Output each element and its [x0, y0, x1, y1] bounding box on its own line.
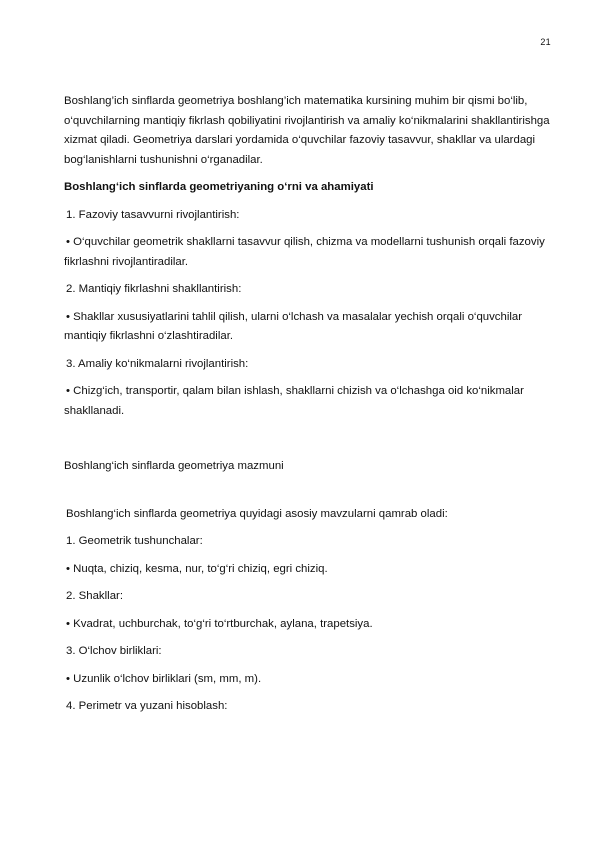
bullet-item: • Uzunlik o‘lchov birliklari (sm, mm, m). — [66, 672, 262, 685]
bullet-item: • Kvadrat, uchburchak, to‘g‘ri to‘rtburchak, aylana, trapetsiya. — [66, 617, 373, 630]
list-item: 3. Amaliy ko‘nikmalarni rivojlantirish: — [66, 357, 249, 370]
list-item: 2. Mantiqiy fikrlashni shakllantirish: — [66, 283, 242, 295]
list-item: 2. Shakllar: — [66, 590, 123, 602]
section-heading-content: Boshlang‘ich sinflarda geometriya mazmuni — [64, 460, 284, 472]
list-item: 1. Fazoviy tasavvurni rivojlantirish: — [66, 208, 240, 221]
intro-paragraph: Boshlang’ich sinflarda geometriya boshlang’ich matematika kursining muhim bir qismi bo‘lib, o‘quvchilarning mantiqiy fikrlash qobiliyatini rivojlantirish va amaliy ko‘nikmalarini shakllantirishga xizmat qiladi. Geometriya darslari yordamida o‘quvchilar fazoviy tasavvur, shakllar va ulardagi bog‘lanishlarni tushunishni o‘rganadilar. — [64, 95, 550, 166]
bullet-item: • Shakllar xususiyatlarini tahlil qilish, ularni o‘lchash va masalalar yechish orqali o‘quvchilar mantiqiy fikrlashni o‘zlashtiradilar. — [64, 310, 523, 342]
page-number: 21 — [540, 37, 551, 47]
bullet-item: • O‘quvchilar geometrik shakllarni tasavvur qilish, chizma va modellarni tushunish orqali fazoviy fikrlashni rivojlantiradilar. — [64, 236, 545, 268]
bullet-item: • Nuqta, chiziq, kesma, nur, to‘g‘ri chiziq, egri chiziq. — [66, 562, 328, 575]
section-heading-importance: Boshlang‘ich sinflarda geometriyaning o‘rni va ahamiyati — [64, 181, 374, 193]
section-gap — [64, 477, 564, 505]
section-intro: Boshlang‘ich sinflarda geometriya quyidagi asosiy mavzularni qamrab oladi: — [66, 507, 448, 520]
bullet-item: • Chizg‘ich, transportir, qalam bilan ishlash, shakllarni chizish va o‘lchashga oid ko‘nikmalar shakllanadi. — [64, 385, 524, 417]
section-gap — [64, 429, 564, 457]
document-body — [64, 92, 564, 725]
list-item: 4. Perimetr va yuzani hisoblash: — [66, 700, 228, 712]
list-item: 3. O‘lchov birliklari: — [66, 645, 162, 657]
list-item: 1. Geometrik tushunchalar: — [66, 535, 203, 547]
